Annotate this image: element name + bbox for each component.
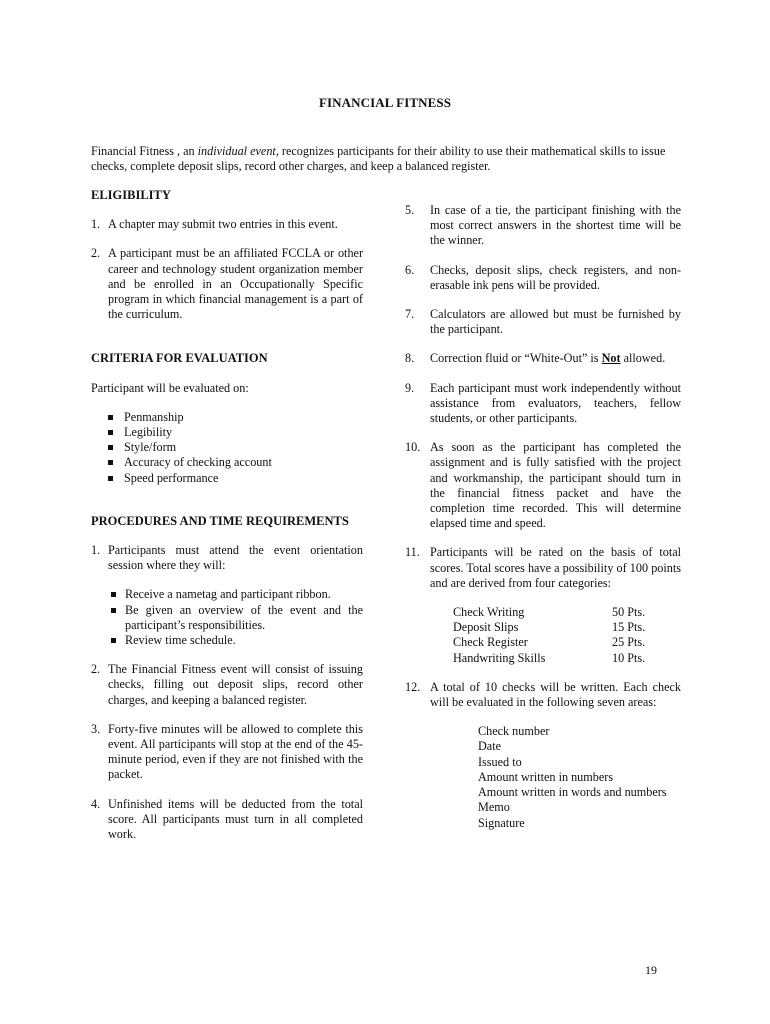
procedures-heading: PROCEDURES AND TIME REQUIREMENTS <box>91 513 349 528</box>
list-item: Amount written in words and numbers <box>478 785 667 800</box>
list-item: Memo <box>478 800 510 815</box>
criteria-heading: CRITERIA FOR EVALUATION <box>91 351 268 366</box>
eligibility-item-1 <box>91 217 363 232</box>
score-points: 10 Pts. <box>612 650 646 665</box>
procedures-item-10 <box>405 440 681 531</box>
item-number: 12. <box>405 679 421 694</box>
score-categories-table <box>453 605 645 666</box>
left-column <box>91 188 363 842</box>
item-text: A chapter may submit two entries in this event. <box>108 217 338 232</box>
item-number: 3. <box>91 721 101 736</box>
eligibility-item-2 <box>91 246 363 322</box>
intro-paragraph <box>91 144 681 174</box>
criteria-bullet: Style/form <box>106 440 363 455</box>
item-number: 5. <box>405 203 415 217</box>
item-number: 1. <box>91 543 101 558</box>
list-item: Check number <box>478 724 550 739</box>
table-row <box>453 605 645 620</box>
orientation-bullets <box>108 587 363 648</box>
score-category: Check Register <box>453 635 528 650</box>
right-column <box>405 203 681 831</box>
score-category: Check Writing <box>453 605 525 620</box>
procedures-list <box>91 543 363 842</box>
score-category: Deposit Slips <box>453 620 519 635</box>
procedures-item-5 <box>405 203 681 249</box>
score-points: 25 Pts. <box>612 635 646 650</box>
procedures-item-1 <box>91 543 363 648</box>
orientation-bullet: Review time schedule. <box>108 633 363 648</box>
item-number: 7. <box>405 307 415 322</box>
item-text: Checks, deposit slips, check registers, and non-erasable ink pens will be provided. <box>430 262 681 292</box>
intro-emphasis: individual event <box>197 144 276 158</box>
intro-pre: Financial Fitness , an <box>91 144 198 158</box>
procedures-item-6 <box>405 263 681 293</box>
intro-post: , recognizes participants for their ability to use their mathematical skills to issue checks, complete deposit slips, record other charges, and keep a balanced register. <box>91 144 666 174</box>
procedures-item-11 <box>405 545 681 665</box>
evaluation-areas-list <box>453 724 681 830</box>
item-text: Participants must attend the event orientation session where they will: <box>108 543 363 573</box>
procedures-item-7 <box>405 307 681 337</box>
list-item: Signature <box>478 815 525 830</box>
item-text: Unfinished items will be deducted from the total score. All participants must turn in all completed work. <box>108 796 363 842</box>
item-text-emphasis: Not <box>601 351 621 366</box>
procedures-item-9 <box>405 381 681 427</box>
procedures-item-4 <box>91 797 363 843</box>
item-number: 10. <box>405 440 421 455</box>
table-row <box>453 620 645 635</box>
eligibility-heading: ELIGIBILITY <box>91 188 171 202</box>
criteria-bullet: Legibility <box>106 425 363 440</box>
item-text: Calculators are allowed but must be furnished by the participant. <box>430 307 681 337</box>
item-text: Each participant must work independently without assistance from evaluators, teachers, fellow students, or other participants. <box>430 380 681 426</box>
item-number: 6. <box>405 262 415 277</box>
item-text: As soon as the participant has completed the assignment and is fully satisfied with the project and workmanship, the participant should turn in the financial fitness packet and have the completion time recorded. This will determine elapsed time and speed. <box>430 440 681 531</box>
item-text: The Financial Fitness event will consist of issuing checks, filling out deposit slips, record other charges, and keeping a balanced register. <box>108 662 363 707</box>
item-text: In case of a tie, the participant finishing with the most correct answers in the shortest time will be the winner. <box>430 203 681 248</box>
page-number: 19 <box>645 963 657 977</box>
item-text: A total of 10 checks will be written. Each check will be evaluated in the following seven areas: <box>430 679 681 710</box>
item-text: A participant must be an affiliated FCCLA or other career and technology student organization member and be enrolled in an Occupationally Specific program in which financial management is a part of the curriculum. <box>108 246 363 322</box>
procedures-list-continued <box>405 203 681 831</box>
item-number: 11. <box>405 545 420 560</box>
item-number: 9. <box>405 380 415 395</box>
criteria-bullets <box>91 410 363 486</box>
item-text: Participants will be rated on the basis of total scores. Total scores have a possibility of 100 points and are derived from four categories: <box>430 545 681 590</box>
item-number: 4. <box>91 796 101 811</box>
eligibility-list <box>91 217 363 322</box>
procedures-item-12 <box>405 680 681 831</box>
item-number: 2. <box>91 662 101 677</box>
list-item: Date <box>478 739 502 754</box>
table-row <box>453 651 645 666</box>
item-text: Forty-five minutes will be allowed to complete this event. All participants will stop at the end of the 45-minute period, even if they are not finished with the packet. <box>108 721 363 782</box>
score-points: 15 Pts. <box>612 620 646 635</box>
list-item: Issued to <box>478 754 522 769</box>
orientation-bullet: Receive a nametag and participant ribbon. <box>108 587 363 602</box>
orientation-bullet: Be given an overview of the event and the participant’s responsibilities. <box>108 603 363 633</box>
score-points: 50 Pts. <box>612 605 646 620</box>
procedures-item-2 <box>91 662 363 708</box>
list-item: Amount written in numbers <box>478 769 614 784</box>
table-row <box>453 635 645 650</box>
procedures-item-3 <box>91 722 363 783</box>
item-number: 1. <box>91 217 101 232</box>
procedures-item-8 <box>405 351 681 366</box>
criteria-bullet: Accuracy of checking account <box>106 455 363 470</box>
page-title: FINANCIAL FITNESS <box>318 95 452 110</box>
criteria-intro: Participant will be evaluated on: <box>91 380 249 395</box>
item-number: 2. <box>91 246 101 261</box>
item-number: 8. <box>405 351 415 366</box>
criteria-bullet: Speed performance <box>106 471 363 486</box>
item-text-pre: Correction fluid or “White-Out” is <box>430 351 602 366</box>
criteria-bullet: Penmanship <box>106 410 363 425</box>
item-text-post: allowed. <box>620 351 666 366</box>
score-category: Handwriting Skills <box>453 650 546 665</box>
